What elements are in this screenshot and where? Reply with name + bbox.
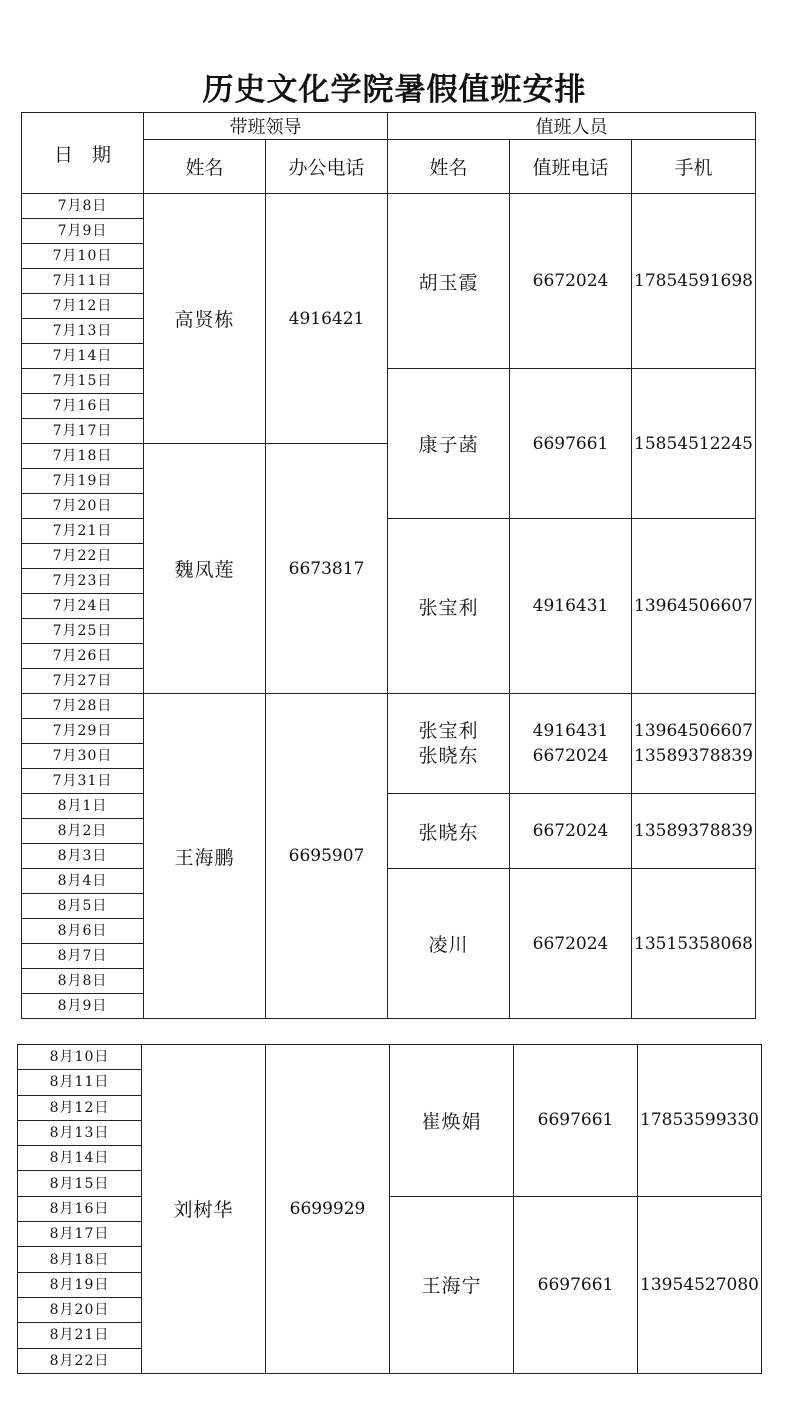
duty-mobile-cell: 17853599330 [638, 1045, 762, 1197]
leader-name-cell: 高贤栋 [144, 194, 266, 444]
header-leader-phone: 办公电话 [266, 140, 388, 194]
date-cell: 7月28日 [22, 694, 144, 719]
date-cell: 8月18日 [18, 1247, 142, 1272]
date-cell: 8月3日 [22, 844, 144, 869]
leader-phone-cell: 4916421 [266, 194, 388, 444]
header-duty-name: 姓名 [388, 140, 510, 194]
duty-schedule-table-part1 [21, 112, 756, 1019]
duty-phone-cell: 6697661 [514, 1045, 638, 1197]
table-row [18, 1045, 762, 1070]
date-cell: 8月4日 [22, 869, 144, 894]
date-cell: 8月12日 [18, 1095, 142, 1120]
leader-name-cell: 刘树华 [142, 1045, 266, 1374]
leader-name-cell: 魏凤莲 [144, 444, 266, 694]
duty-phone-cell-line1: 4916431 [532, 720, 609, 741]
duty-phone-cell: 4916431 [510, 519, 632, 694]
date-cell: 8月19日 [18, 1272, 142, 1297]
date-cell: 7月15日 [22, 369, 144, 394]
date-cell: 8月15日 [18, 1171, 142, 1196]
table-row [22, 869, 756, 894]
duty-name-cell-line2: 张晓东 [418, 744, 479, 767]
date-cell: 8月21日 [18, 1323, 142, 1348]
date-cell: 7月23日 [22, 569, 144, 594]
date-cell: 7月14日 [22, 344, 144, 369]
duty-phone-cell [510, 694, 632, 794]
duty-mobile-cell: 15854512245 [632, 369, 756, 519]
table-row [22, 794, 756, 819]
date-cell: 7月21日 [22, 519, 144, 544]
date-cell: 8月10日 [18, 1045, 142, 1070]
duty-mobile-cell: 13515358068 [632, 869, 756, 1019]
leader-name-cell: 王海鹏 [144, 694, 266, 1019]
date-cell: 7月10日 [22, 244, 144, 269]
date-cell: 8月11日 [18, 1070, 142, 1095]
duty-name-cell: 康子菡 [388, 369, 510, 519]
duty-name-cell: 张晓东 [388, 794, 510, 869]
date-cell: 7月29日 [22, 719, 144, 744]
header-date: 日 期 [22, 113, 144, 194]
date-cell: 7月27日 [22, 669, 144, 694]
date-cell: 8月14日 [18, 1146, 142, 1171]
date-cell: 7月31日 [22, 769, 144, 794]
duty-name-cell: 凌川 [388, 869, 510, 1019]
header-duty-mobile: 手机 [632, 140, 756, 194]
date-cell: 7月22日 [22, 544, 144, 569]
duty-phone-cell: 6672024 [510, 194, 632, 369]
date-cell: 7月12日 [22, 294, 144, 319]
duty-mobile-cell: 13589378839 [632, 794, 756, 869]
duty-mobile-cell-line1: 13964506607 [634, 720, 753, 741]
date-cell: 8月5日 [22, 894, 144, 919]
header-duty-group: 值班人员 [388, 113, 756, 140]
date-cell: 8月9日 [22, 994, 144, 1019]
date-cell: 7月25日 [22, 619, 144, 644]
table-row [18, 1196, 762, 1221]
date-cell: 8月1日 [22, 794, 144, 819]
leader-phone-cell: 6695907 [266, 694, 388, 1019]
date-cell: 7月9日 [22, 219, 144, 244]
header-duty-phone: 值班电话 [510, 140, 632, 194]
date-cell: 7月30日 [22, 744, 144, 769]
duty-name-cell: 王海宁 [390, 1196, 514, 1373]
date-cell: 7月20日 [22, 494, 144, 519]
table-row [22, 194, 756, 219]
duty-phone-cell: 6697661 [510, 369, 632, 519]
table-row [22, 694, 756, 719]
date-cell: 7月11日 [22, 269, 144, 294]
header-leader-name: 姓名 [144, 140, 266, 194]
leader-phone-cell: 6699929 [266, 1045, 390, 1374]
duty-name-cell: 张宝利 [388, 519, 510, 694]
duty-schedule-table-part2 [17, 1044, 762, 1374]
duty-name-cell-line1: 张宝利 [418, 719, 479, 742]
duty-mobile-cell-line2: 13589378839 [634, 745, 753, 766]
date-cell: 7月26日 [22, 644, 144, 669]
leader-phone-cell: 6673817 [266, 444, 388, 694]
page-title: 历史文化学院暑假值班安排 [202, 72, 587, 108]
date-cell: 7月16日 [22, 394, 144, 419]
table-row [22, 519, 756, 544]
duty-mobile-cell [632, 694, 756, 794]
duty-name-cell: 崔焕娟 [390, 1045, 514, 1197]
table-row [22, 369, 756, 394]
duty-name-cell [388, 694, 510, 794]
date-cell: 7月24日 [22, 594, 144, 619]
date-cell: 8月8日 [22, 969, 144, 994]
duty-mobile-cell: 13954527080 [638, 1196, 762, 1373]
date-cell: 8月22日 [18, 1348, 142, 1373]
duty-phone-cell: 6697661 [514, 1196, 638, 1373]
date-cell: 7月13日 [22, 319, 144, 344]
date-cell: 8月2日 [22, 819, 144, 844]
duty-mobile-cell: 13964506607 [632, 519, 756, 694]
duty-mobile-cell: 17854591698 [632, 194, 756, 369]
header-leader-group: 带班领导 [144, 113, 388, 140]
date-cell: 7月19日 [22, 469, 144, 494]
date-cell: 8月7日 [22, 944, 144, 969]
date-cell: 7月17日 [22, 419, 144, 444]
duty-phone-cell-line2: 6672024 [532, 745, 609, 766]
date-cell: 8月20日 [18, 1297, 142, 1322]
date-cell: 7月18日 [22, 444, 144, 469]
date-cell: 7月8日 [22, 194, 144, 219]
date-cell: 8月16日 [18, 1196, 142, 1221]
duty-name-cell: 胡玉霞 [388, 194, 510, 369]
date-cell: 8月13日 [18, 1120, 142, 1145]
duty-phone-cell: 6672024 [510, 794, 632, 869]
duty-phone-cell: 6672024 [510, 869, 632, 1019]
date-cell: 8月6日 [22, 919, 144, 944]
date-cell: 8月17日 [18, 1222, 142, 1247]
